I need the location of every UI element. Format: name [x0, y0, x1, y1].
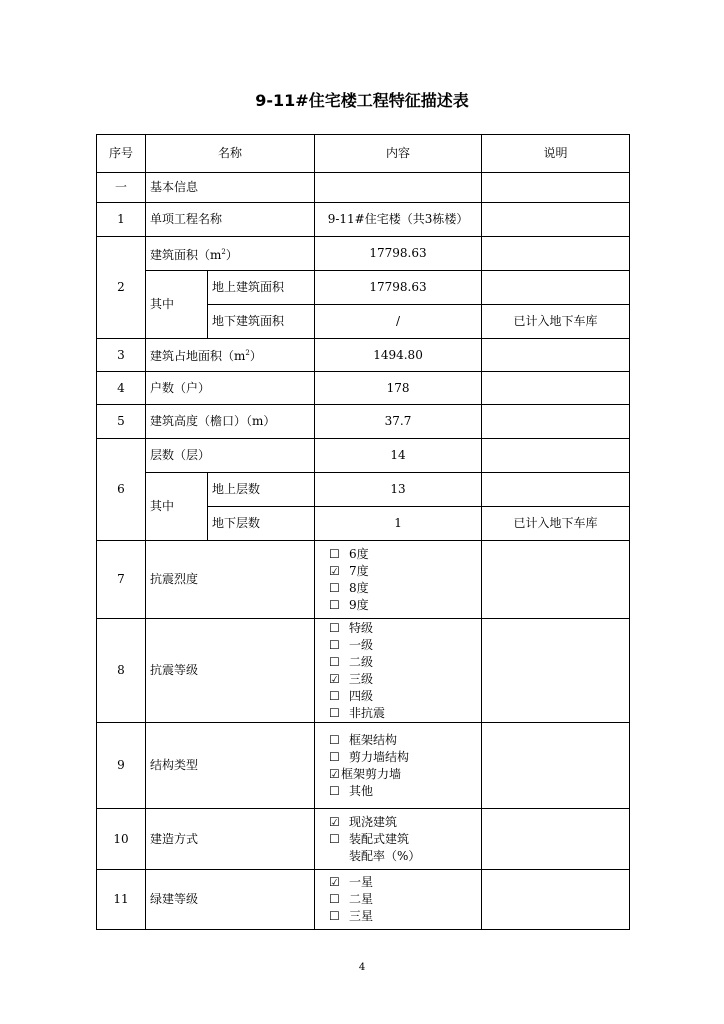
options-11 — [315, 870, 482, 930]
checkbox-one-star[interactable]: ☑ — [329, 875, 340, 889]
header-name: 名称 — [146, 135, 315, 173]
option-label: 框架结构 — [349, 732, 398, 747]
note-1 — [482, 203, 630, 237]
row-3 — [97, 339, 630, 372]
option-frame — [329, 732, 477, 749]
option-label: 7度 — [349, 563, 369, 578]
seq-9: 9 — [97, 723, 146, 809]
note-10 — [482, 809, 630, 870]
row-1 — [97, 203, 630, 237]
seq-3: 3 — [97, 339, 146, 372]
option-label: 剪力墙结构 — [349, 749, 410, 764]
row-basic — [97, 173, 630, 203]
checkbox-frame[interactable]: ☐ — [329, 732, 340, 747]
option-shear-wall — [329, 749, 477, 766]
option-label: 三星 — [349, 909, 374, 923]
option-three-star — [329, 908, 477, 925]
name-2-sub1: 地上建筑面积 — [208, 271, 315, 305]
option-6du — [329, 546, 477, 563]
option-two-star — [329, 891, 477, 908]
content-basic — [315, 173, 482, 203]
note-11 — [482, 870, 630, 930]
seq-11: 11 — [97, 870, 146, 930]
name-8: 抗震等级 — [146, 619, 315, 723]
row-6-sub1 — [97, 473, 630, 507]
name-4: 户数（户） — [146, 372, 315, 405]
seq-4: 4 — [97, 372, 146, 405]
note-6-sub1 — [482, 473, 630, 507]
note-6 — [482, 439, 630, 473]
seq-6: 6 — [97, 439, 146, 541]
checkbox-special[interactable]: ☐ — [329, 620, 340, 635]
name-2-sub2: 地下建筑面积 — [208, 305, 315, 339]
checkbox-frame-shear-wall[interactable]: ☑ — [329, 766, 340, 781]
checkbox-other[interactable]: ☐ — [329, 783, 340, 798]
value-2-sub2: / — [315, 305, 482, 339]
option-label: 一级 — [349, 637, 374, 652]
checkbox-two-star[interactable]: ☐ — [329, 892, 340, 906]
row-6 — [97, 439, 630, 473]
checkbox-6du[interactable]: ☐ — [329, 546, 340, 561]
option-cast-in-place — [329, 814, 477, 831]
option-label: 框架剪力墙 — [341, 766, 402, 781]
note-2 — [482, 237, 630, 271]
row-11 — [97, 870, 630, 930]
name-1: 单项工程名称 — [146, 203, 315, 237]
checkbox-7du[interactable]: ☑ — [329, 563, 340, 578]
value-6: 14 — [315, 439, 482, 473]
value-6-sub1: 13 — [315, 473, 482, 507]
note-2-sub1 — [482, 271, 630, 305]
note-9 — [482, 723, 630, 809]
header-content: 内容 — [315, 135, 482, 173]
seq-basic: 一 — [97, 173, 146, 203]
checkbox-9du[interactable]: ☐ — [329, 597, 340, 612]
name-3 — [146, 339, 315, 372]
option-prefab — [329, 831, 477, 848]
name-6: 层数（层） — [146, 439, 315, 473]
value-2-sub1: 17798.63 — [315, 271, 482, 305]
note-4 — [482, 372, 630, 405]
options-8 — [315, 619, 482, 723]
seq-1: 1 — [97, 203, 146, 237]
page-title: 9-11#住宅楼工程特征描述表 — [255, 91, 469, 110]
seq-10: 10 — [97, 809, 146, 870]
note-6-sub2: 已计入地下车库 — [482, 507, 630, 541]
header-row — [97, 135, 630, 173]
name-2-end: ） — [225, 247, 238, 262]
name-2 — [146, 237, 315, 271]
name-9: 结构类型 — [146, 723, 315, 809]
name-11: 绿建等级 — [146, 870, 315, 930]
checkbox-level1[interactable]: ☐ — [329, 637, 340, 652]
note-2-sub2: 已计入地下车库 — [482, 305, 630, 339]
note-3 — [482, 339, 630, 372]
name-6-sub2: 地下层数 — [208, 507, 315, 541]
value-1: 9-11#住宅楼（共3栋楼） — [315, 203, 482, 237]
name-basic: 基本信息 — [146, 173, 315, 203]
option-label: 特级 — [349, 620, 374, 635]
option-label: 四级 — [349, 688, 374, 703]
row-7 — [97, 541, 630, 619]
note-8 — [482, 619, 630, 723]
name-2-sup: 2 — [221, 247, 226, 256]
option-one-star — [329, 874, 477, 891]
seq-7: 7 — [97, 541, 146, 619]
value-4: 178 — [315, 372, 482, 405]
option-label: 一星 — [349, 875, 374, 889]
seq-2: 2 — [97, 237, 146, 339]
checkbox-cast-in-place[interactable]: ☑ — [329, 814, 340, 829]
row-8 — [97, 619, 630, 723]
checkbox-8du[interactable]: ☐ — [329, 580, 340, 595]
option-level1 — [329, 637, 477, 654]
name-3-sup: 2 — [245, 349, 250, 357]
header-seq: 序号 — [97, 135, 146, 173]
name-3-text: 建筑占地面积（m — [150, 349, 246, 363]
option-frame-shear-wall — [329, 766, 477, 783]
value-6-sub2: 1 — [315, 507, 482, 541]
option-label: 二星 — [349, 892, 374, 906]
checkbox-level4[interactable]: ☐ — [329, 688, 340, 703]
note-basic — [482, 173, 630, 203]
row-5 — [97, 405, 630, 439]
value-2: 17798.63 — [315, 237, 482, 271]
options-10 — [315, 809, 482, 870]
note-7 — [482, 541, 630, 619]
option-level3 — [329, 671, 477, 688]
option-label: 6度 — [349, 546, 369, 561]
option-special — [329, 620, 477, 637]
options-7 — [315, 541, 482, 619]
option-label: 9度 — [349, 597, 369, 612]
sub-label-2: 其中 — [146, 271, 208, 339]
name-10: 建造方式 — [146, 809, 315, 870]
option-label: 现浇建筑 — [349, 814, 398, 829]
option-7du — [329, 563, 477, 580]
option-label: 8度 — [349, 580, 369, 595]
option-8du — [329, 580, 477, 597]
row-2 — [97, 237, 630, 271]
option-level4 — [329, 688, 477, 705]
row-9 — [97, 723, 630, 809]
header-note: 说明 — [482, 135, 630, 173]
sub-label-6: 其中 — [146, 473, 208, 541]
checkbox-shear-wall[interactable]: ☐ — [329, 749, 340, 764]
option-non-seismic — [329, 705, 477, 722]
note-5 — [482, 405, 630, 439]
seq-8: 8 — [97, 619, 146, 723]
page-number: 4 — [358, 962, 366, 973]
name-7: 抗震烈度 — [146, 541, 315, 619]
row-4 — [97, 372, 630, 405]
feature-table — [96, 134, 630, 930]
checkbox-prefab[interactable]: ☐ — [329, 831, 340, 846]
prefab-rate-label: 装配率（%） — [349, 848, 421, 863]
row-10 — [97, 809, 630, 870]
value-3: 1494.80 — [315, 339, 482, 372]
option-label: 非抗震 — [349, 705, 386, 720]
option-label: 装配式建筑 — [349, 831, 410, 846]
checkbox-three-star[interactable]: ☐ — [329, 909, 340, 923]
option-other — [329, 783, 477, 800]
checkbox-non-seismic[interactable]: ☐ — [329, 705, 340, 720]
options-9 — [315, 723, 482, 809]
option-9du — [329, 597, 477, 614]
row-2-sub1 — [97, 271, 630, 305]
checkbox-level2[interactable]: ☐ — [329, 654, 340, 669]
option-label: 其他 — [349, 783, 374, 798]
value-5: 37.7 — [315, 405, 482, 439]
name-5: 建筑高度（檐口）（m） — [146, 405, 315, 439]
option-level2 — [329, 654, 477, 671]
option-label: 三级 — [349, 671, 374, 686]
prefab-rate — [329, 848, 477, 865]
name-2-text: 建筑面积（m — [150, 247, 222, 262]
seq-5: 5 — [97, 405, 146, 439]
name-6-sub1: 地上层数 — [208, 473, 315, 507]
option-label: 二级 — [349, 654, 374, 669]
checkbox-level3[interactable]: ☑ — [329, 671, 340, 686]
name-3-end: ） — [249, 349, 262, 363]
